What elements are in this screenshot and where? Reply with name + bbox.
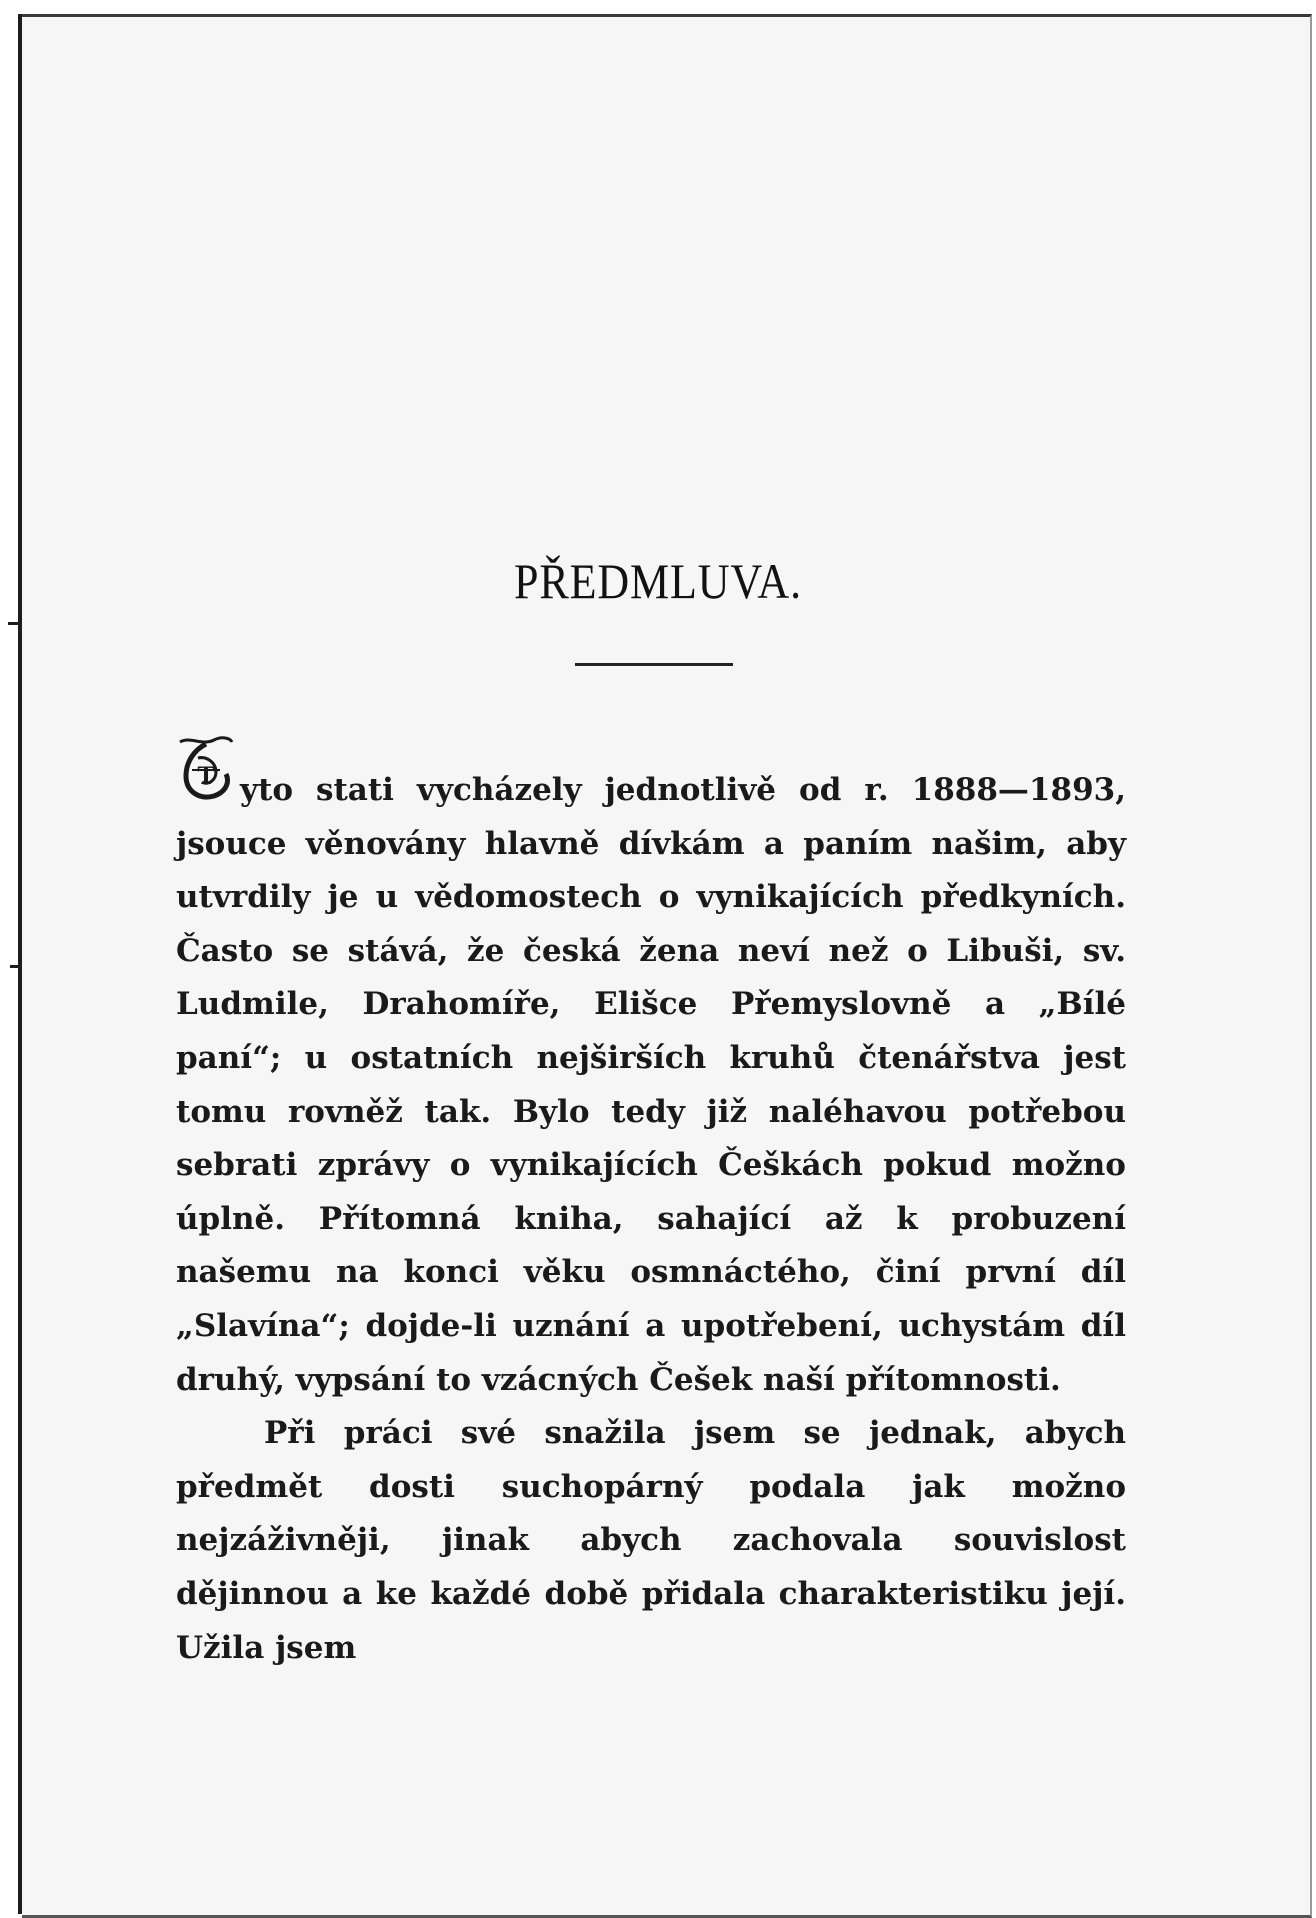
paragraph-1 [176,764,1126,1407]
dropcap-letter: T [197,761,215,790]
paragraph-1-text: yto stati vycházely jednotlivě od r. 1888—1893, jsouce věnovány hlavně dívkám a paním našim, aby utvrdily je u vědomostech o vynikajících předkyních. Často se stává, že česká žena neví než o Libuši, sv. Ludmile, Drahomíře, Elišce Přemyslovně a „Bílé paní“; u ostatních nejširších kruhů čtenářstva jest tomu rovněž tak. Bylo tedy již naléhavou potřebou sebrati zprávy o vynikajících Češkách pokud možno úplně. Přítomná kniha, sahající až k probuzení našemu na konci věku osmnáctého, činí první díl „Slavína“; dojde-li uznání a upotřebení, uchystám díl druhý, vypsání to vzácných Češek naší přítomnosti. [176,772,1126,1398]
paragraph-2: Při práci své snažila jsem se jednak, abych předmět dosti suchopárný podala jak možno nejzáživněji, jinak abych zachovala souvislost dějinnou a ke každé době přidala charakteristiku její. Užila jsem [176,1415,1126,1666]
heading-rule [575,663,733,666]
preface-text [176,764,1126,1675]
page-heading: PŘEDMLUVA. [514,553,802,609]
